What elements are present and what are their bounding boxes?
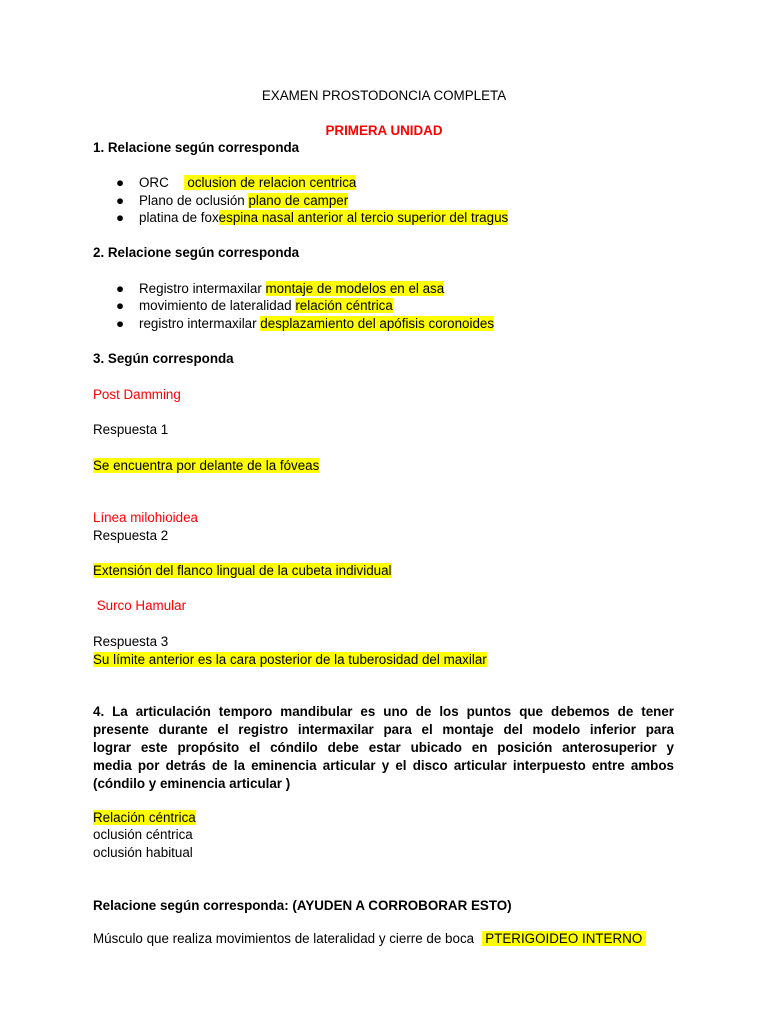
surco-hamular-label: Surco Hamular: [93, 598, 187, 613]
q1-item-2: [139, 193, 348, 209]
unit-title: PRIMERA UNIDAD: [325, 123, 443, 138]
q2-item-3-answer: desplazamiento del apófisis coronoides: [260, 316, 495, 331]
q5-item-answer: PTERIGOIDEO INTERNO: [481, 931, 646, 946]
q2-item-3-term: registro intermaxilar: [139, 316, 261, 331]
q5-item: [93, 915, 646, 947]
q1-item-2-answer: plano de camper: [248, 193, 349, 208]
q2-item-1-term: Registro intermaxilar: [139, 281, 266, 296]
q2-item-3: [139, 316, 494, 332]
bullet-icon: ●: [116, 316, 125, 331]
bullet-icon: ●: [116, 175, 125, 190]
q2-item-1: [139, 281, 444, 297]
response-3-answer: Su límite anterior es la cara posterior de la tuberosidad del maxilar: [93, 652, 487, 667]
post-damming-label: Post Damming: [93, 387, 181, 402]
bullet-icon: ●: [116, 210, 125, 225]
q4-option-oclusion-habitual: oclusión habitual: [93, 845, 193, 860]
q4-line-2: presente durante el registro intermaxilar para el montaje del modelo inferior para: [93, 722, 674, 737]
q1-item-1-term: ORC: [139, 175, 173, 190]
q3-heading: 3. Según corresponda: [93, 351, 234, 366]
q1-item-3: [139, 210, 508, 226]
q2-item-2: [139, 298, 393, 314]
bullet-icon: ●: [116, 193, 125, 208]
q4-line-5: (cóndilo y eminencia articular ): [93, 776, 291, 791]
q1-item-2-term: Plano de oclusión: [139, 193, 249, 208]
q4-line-3: lograr este propósito el cóndilo debe estar ubicado en posición anterosuperior y: [93, 740, 674, 755]
q1-item-3-answer: espina nasal anterior al tercio superior del tragus: [218, 210, 509, 225]
q1-heading: 1. Relacione según corresponda: [93, 140, 300, 155]
q1-item-1: [139, 175, 356, 191]
response-1-answer: Se encuentra por delante de la fóveas: [93, 458, 320, 473]
q2-heading: 2. Relacione según corresponda: [93, 245, 300, 260]
q4-line-1: 4. La articulación temporo mandibular es uno de los puntos que debemos de tener: [93, 704, 674, 719]
q5-heading: Relacione según corresponda: (AYUDEN A CORROBORAR ESTO): [93, 898, 512, 913]
q2-item-2-answer: relación céntrica: [295, 298, 393, 313]
response-3-label: Respuesta 3: [93, 634, 169, 649]
q4-line-4: media por detrás de la eminencia articular y el disco articular interpuesto entre ambos: [93, 758, 674, 773]
q5-item-text: Músculo que realiza movimientos de lateralidad y cierre de boca: [93, 931, 482, 946]
response-2-answer: Extensión del flanco lingual de la cubeta individual: [93, 563, 392, 578]
response-2-label: Respuesta 2: [93, 528, 169, 543]
bullet-icon: ●: [116, 298, 125, 313]
q2-item-1-answer: montaje de modelos en el asa: [265, 281, 445, 296]
q2-item-2-term: movimiento de lateralidad: [139, 298, 296, 313]
q4-option-relacion-centrica: Relación céntrica: [93, 810, 196, 825]
bullet-icon: ●: [116, 281, 125, 296]
linea-milohioidea-label: Línea milohioidea: [93, 510, 198, 525]
q1-item-3-term: platina de fox: [139, 210, 219, 225]
q4-option-oclusion-centrica: oclusión céntrica: [93, 827, 193, 842]
exam-title: EXAMEN PROSTODONCIA COMPLETA: [261, 88, 507, 103]
q1-item-1-answer: oclusion de relacion centrica: [183, 175, 357, 190]
response-1-label: Respuesta 1: [93, 422, 169, 437]
